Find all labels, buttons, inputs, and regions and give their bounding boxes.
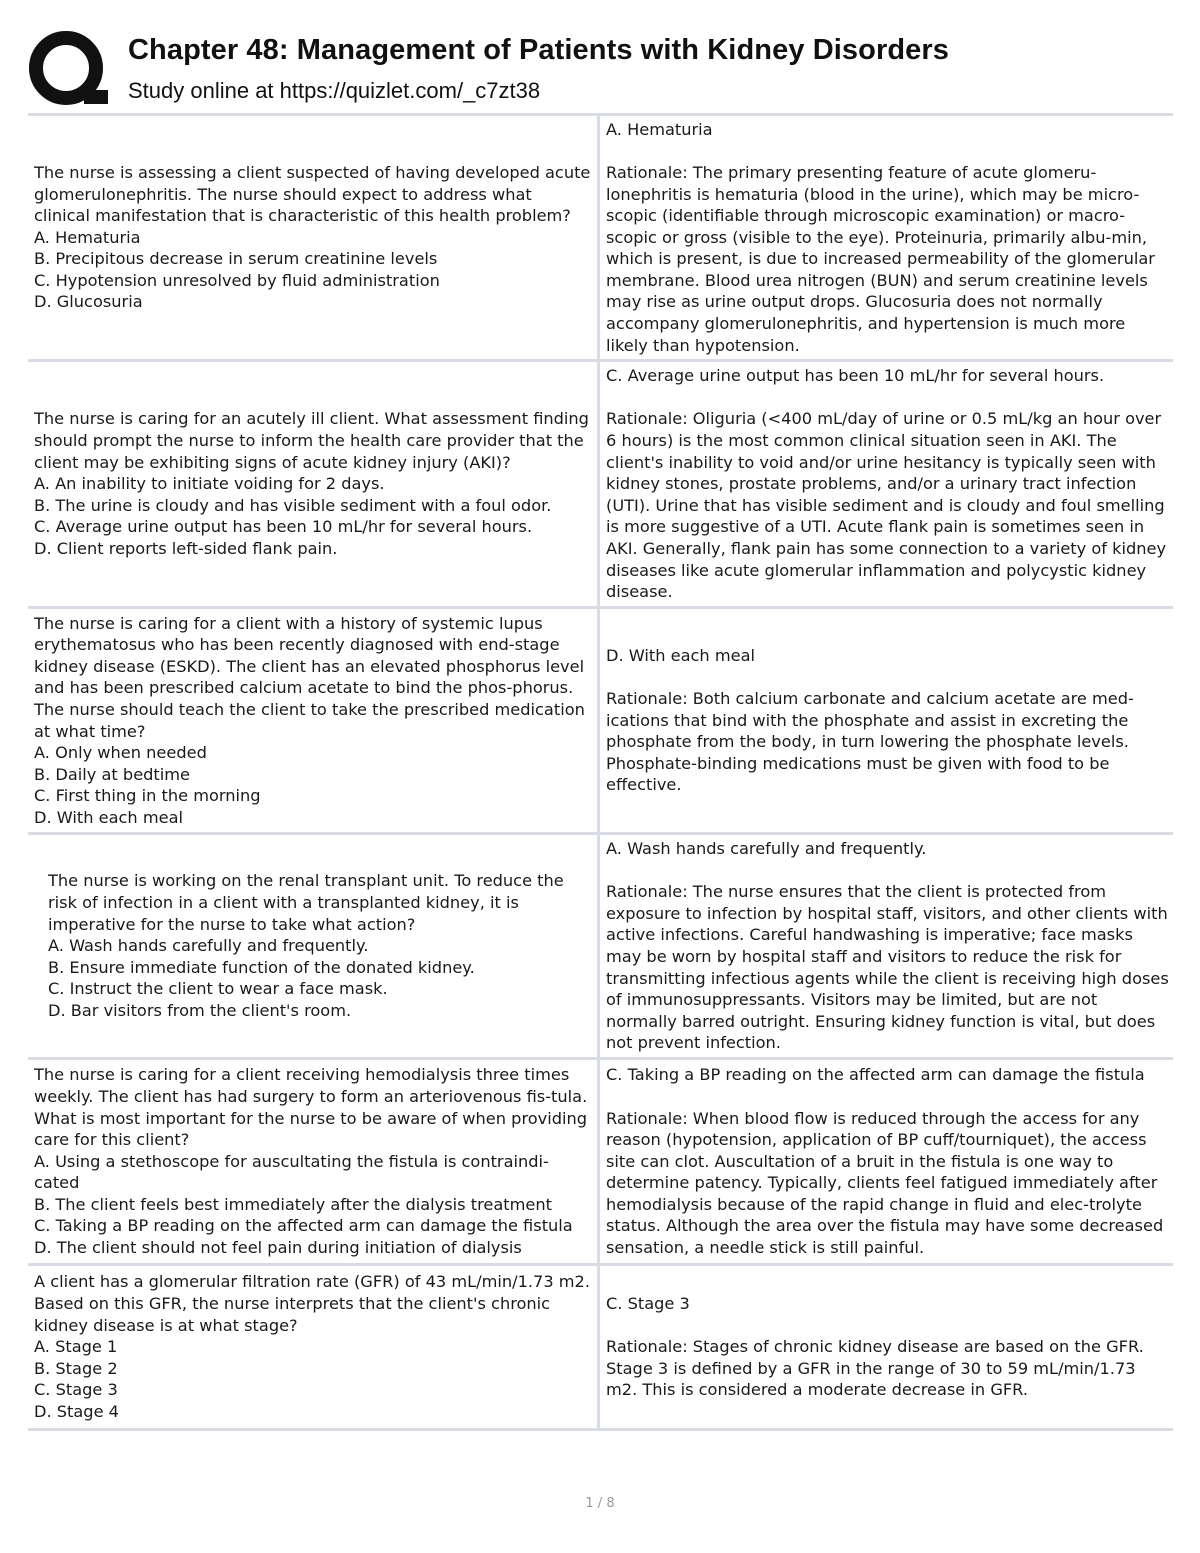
card-definition: A. Wash hands carefully and frequently. Rationale: The nurse ensures that the client is protected from exposure to infection by hospital staff, visitors, and other clients with active infections. Careful handwashing is imperative; face masks may be worn by hospital staff and visitors to reduce the risk for transmitting infectious agents while the client is receiving high doses of immunosuppressants. Visitors may be limited, but are not normally barred outright. Ensuring kidney function is vital, but does not prevent infection. (597, 835, 1173, 1057)
flashcard (28, 362, 1173, 609)
card-term: A client has a glomerular filtration rate (GFR) of 43 mL/min/1.73 m2. Based on this GFR, the nurse interprets that the client's chronic kidney disease is at what stage? A. Stage 1 B. Stage 2 C. Stage 3 D. Stage 4 (34, 1272, 590, 1421)
flashcard (28, 1060, 1173, 1266)
card-definition: D. With each meal Rationale: Both calcium carbonate and calcium acetate are med-ications that bind with the phosphate and assist in excreting the phosphate from the body, in turn lowering the phosphate levels. Phosphate-binding medications must be given with food to be effective. (597, 609, 1173, 832)
flashcard (28, 1266, 1173, 1431)
flashcard (28, 835, 1173, 1060)
card-term: The nurse is assessing a client suspected of having developed acute glomerulonephritis. The nurse should expect to address what clinical manifestation that is characteristic of this health problem? A. Hematuria B. Precipitous decrease in serum creatinine levels C. Hypotension unresolved by fluid administration D. Glucosuria (34, 162, 591, 312)
flashcard (28, 116, 1173, 362)
card-definition: C. Average urine output has been 10 mL/hr for several hours. Rationale: Oliguria (<400 mL/day of urine or 0.5 mL/kg an hour over 6 hours) is the most common clinical situation seen in AKI. The client's inability to void and/or urine hesitancy is typically seen with kidney stones, prostate problems, and/or a urinary tract infection (UTI). Urine that has visible sediment and is cloudy and foul smelling is more suggestive of a UTI. Acute flank pain is sometimes seen in AKI. Generally, flank pain has some connection to a variety of kidney diseases like acute glomerular inflammation and polycystic kidney disease. (597, 362, 1173, 606)
quizlet-logo-icon (28, 30, 110, 108)
card-term: The nurse is working on the renal transplant unit. To reduce the risk of infection in a client with a transplanted kidney, it is imperative for the nurse to take what action? A. Wash hands carefully and frequently. B. Ensure immediate function of the donated kidney. C. Instruct the client to wear a face mask. D. Bar visitors from the client's room. (48, 871, 564, 1020)
card-definition: C. Stage 3 Rationale: Stages of chronic kidney disease are based on the GFR. Stage 3 is defined by a GFR in the range of 30 to 59 mL/min/1.73 m2. This is considered a moderate decrease in GFR. (597, 1266, 1173, 1428)
page-title: Chapter 48: Management of Patients with Kidney Disorders (128, 34, 949, 66)
card-term: The nurse is caring for a client with a history of systemic lupus erythematosus who has been recently diagnosed with end-stage kidney disease (ESKD). The client has an elevated phosphorus level and has been prescribed calcium acetate to bind the phos-phorus. The nurse should teach the client to take the prescribed medication at what time? A. Only when needed B. Daily at bedtime C. First thing in the morning D. With each meal (34, 613, 585, 827)
flashcard-list (28, 113, 1173, 1431)
page-subtitle: Study online at https://quizlet.com/_c7zt38 (128, 78, 541, 103)
card-definition: A. Hematuria Rationale: The primary presenting feature of acute glomeru-lonephritis is hematuria (blood in the urine), which may be micro-scopic (identifiable through microscopic examination) or macro-scopic or gross (visible to the eye). Proteinuria, primarily albu-min, which is present, is due to increased permeability of the glomerular membrane. Blood urea nitrogen (BUN) and serum creatinine levels may rise as urine output drops. Glucosuria does not normally accompany glomerulonephritis, and hypertension is much more likely than hypotension. (597, 116, 1173, 359)
card-definition: C. Taking a BP reading on the affected arm can damage the fistula Rationale: When blood flow is reduced through the access for any reason (hypotension, application of BP cuff/tourniquet), the access site can clot. Auscultation of a bruit in the fistula is one way to determine patency. Typically, clients feel fatigued immediately after hemodialysis because of the rapid change in fluid and elec-trolyte status. Although the area over the fistula may have some decreased sensation, a needle stick is still painful. (597, 1060, 1173, 1263)
flashcard (28, 609, 1173, 835)
page-number: 1 / 8 (585, 1496, 615, 1511)
card-term: The nurse is caring for a client receiving hemodialysis three times weekly. The client has had surgery to form an arteriovenous fis-tula. What is most important for the nurse to be aware of when providing care for this client? A. Using a stethoscope for auscultating the fistula is contraindi-cated B. The client feels best immediately after the dialysis treatment C. Taking a BP reading on the affected arm can damage the fistula D. The client should not feel pain during initiation of dialysis (34, 1065, 588, 1258)
page-header (28, 28, 1178, 108)
card-term: The nurse is caring for an acutely ill client. What assessment finding should prompt the nurse to inform the health care provider that the client may be exhibiting signs of acute kidney injury (AKI)? A. An inability to initiate voiding for 2 days. B. The urine is cloudy and has visible sediment with a foul odor. C. Average urine output has been 10 mL/hr for several hours. D. Client reports left-sided flank pain. (34, 409, 589, 558)
